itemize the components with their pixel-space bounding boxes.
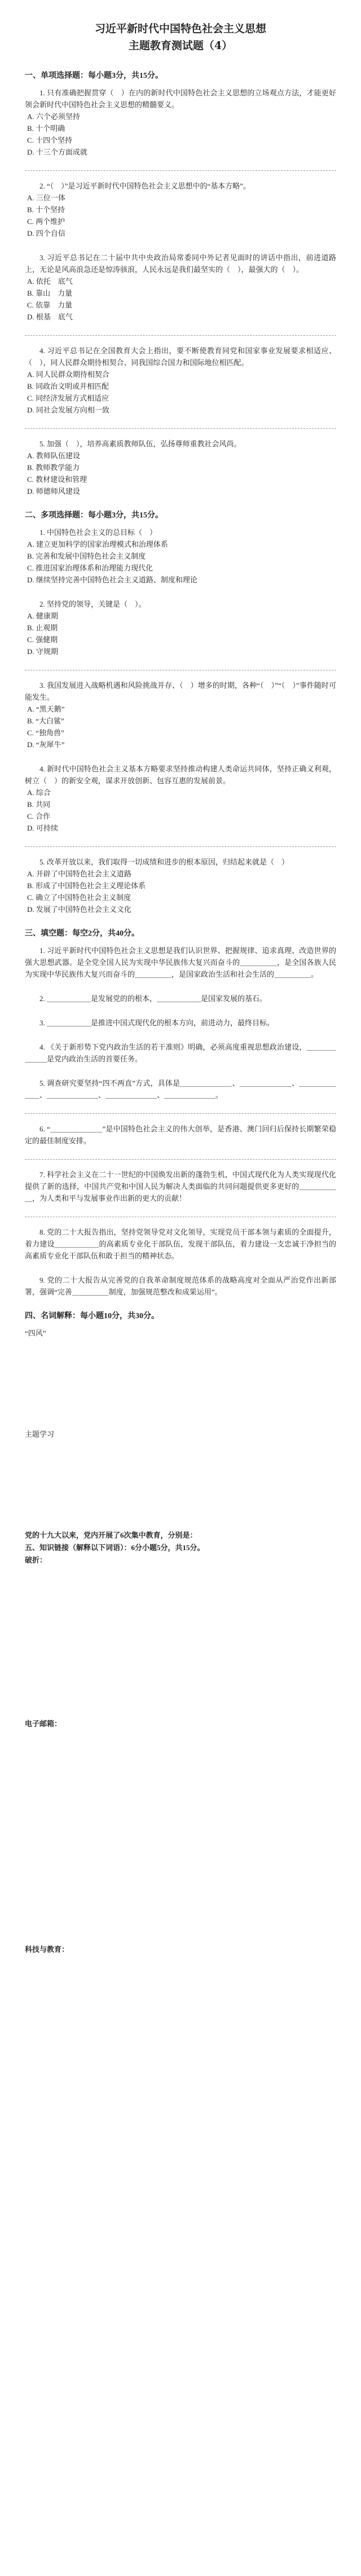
section-5-heading: 五、知识链接（解释以下词语）：6分小题5分，共15分。 [25, 1543, 205, 1552]
s3-item-1 [25, 945, 336, 980]
section-1-heading: 一、单项选择题：每小题3分，共15分。 [25, 72, 163, 80]
s3-item-5 [25, 1077, 336, 1101]
section-4-heading: 四、名词解释：每小题10分，共30分。 [25, 1312, 159, 1320]
fill-item: 2. ＿＿＿＿＿＿是发展党的的根本，＿＿＿＿＿＿是国家发展的基石。 [39, 994, 267, 1003]
option-b: B. 教师教学能力 [27, 463, 80, 472]
option-d: D. 四个自信 [27, 229, 65, 238]
s2-question-2 [25, 598, 336, 657]
option-c: C. “独角兽” [27, 729, 64, 737]
divider [25, 846, 336, 847]
option-a: A. “黑天鹅” [27, 705, 65, 713]
option-d: D. 发展了中国特色社会主义文化 [27, 905, 131, 914]
option-b: B. 同政治文明或并相匹配 [27, 382, 109, 390]
option-b: B. “大白鲨” [27, 717, 64, 725]
option-c: C. 确立了中国特色社会主义制度 [27, 893, 131, 902]
s2-question-3 [25, 679, 336, 751]
option-d: D. 继续坚持完善中国特色社会主义道路、制度和理论 [27, 576, 197, 584]
s1-question-5 [25, 438, 336, 497]
question-stem: 2. 坚持党的领导，关键是（ ）。 [39, 600, 146, 608]
divider [25, 170, 336, 171]
fill-item: 1. 习近平新时代中国特色社会主义思想是我们认识世界、把握规律、追求真理、改造世界的强大思想武器。是全党全国人民为实现中华民族伟大复兴而奋斗的＿＿＿＿＿，是全国各族人民为实现中华民族伟大复兴而奋斗的＿＿＿＿＿，是国家政治生活和社会生活的＿＿＿＿＿。 [25, 946, 336, 978]
option-c: C. 强健期 [27, 635, 58, 644]
question-stem: 2. “（ ）”是习近平新时代中国特色社会主义思想中的“基本方略”。 [39, 182, 251, 190]
s1-question-4 [25, 345, 336, 416]
option-d: D. 守规期 [27, 647, 58, 656]
option-c: C. 同经济发展方式相适应 [27, 394, 109, 402]
section-2-heading: 二、多项选择题：每小题3分，共15分。 [25, 511, 163, 520]
s1-question-3 [25, 252, 336, 323]
term-1: “四风” [25, 1329, 46, 1337]
option-a: A. 开辟了中国特色社会主义道路 [27, 870, 131, 878]
fill-item: 7. 科学社会主义在二十一世纪的中国焕发出新的蓬勃生机，中国式现代化为人类实现现代化提供了新的选择，中国共产党和中国人民为解决人类面临的共同问题提供更多更好的＿＿＿＿＿＿，为人类和平与发展事业作出新的更大的贡献！ [25, 1170, 336, 1203]
option-c: C. 合作 [27, 812, 51, 820]
s2-question-4 [25, 763, 336, 834]
option-b: B. 共同 [27, 800, 51, 809]
fill-item: 9. 党的二十大报告从完善党的自我革命制度规范体系的战略高度对全面从严治党作出新部署，强调“完善＿＿＿＿＿制度，加强规范整改和成果运用”。 [25, 1276, 336, 1296]
option-b: B. 靠山 力量 [27, 289, 73, 297]
option-a: A. 六个必须坚持 [27, 112, 80, 121]
option-b: B. 完善和发展中国特色社会主义制度 [27, 552, 146, 560]
answer-label: 破折： [25, 1556, 47, 1564]
s3-item-6 [25, 1123, 336, 1147]
option-d: D. 十三个方面成就 [27, 148, 87, 156]
section-3-heading: 三、填空题：每空2分，共40分。 [25, 929, 139, 938]
option-a: A. 依托 底气 [27, 277, 73, 286]
page-title [25, 20, 336, 54]
fill-item: 5. 调查研究要坚持“四不两直”方式，具体是＿＿＿＿＿＿＿、＿＿＿＿＿＿＿、＿＿＿＿＿＿＿、＿＿＿＿＿＿＿、＿＿＿＿＿＿＿、＿＿＿＿＿＿＿。 [25, 1079, 336, 1099]
option-c: C. 推进国家治理体系和治理能力现代化 [27, 564, 153, 572]
question-stem: 4. 新时代中国特色社会主义基本方略要求坚持推动构建人类命运共同体，坚持正确义利观，树立（ ）的新安全观，谋求开放创新、包容互惠的发展前景。 [25, 765, 336, 785]
divider [25, 335, 336, 336]
fill-item: 8. 党的二十大报告指出，坚持党领导党对文化领导，实现党员干部本领与素质的全面提升，着力建设＿＿＿＿＿＿的高素质专业化干部队伍，发现干部队伍，着力建设一支忠诚干净担当的高素质专业化干部队伍和敢于担当的精神状态。 [25, 1228, 336, 1260]
footer-label-2: 科技与教育： [25, 1945, 69, 1954]
s3-item-8 [25, 1226, 336, 1262]
option-d: D. “灰犀牛” [27, 740, 65, 749]
question-stem: 3. 我国发展进入战略机遇和风险挑战并存、（ ）增多的时期，各种“（ ）”“（ ）”事件随时可能发生。 [25, 681, 336, 701]
s2-question-5 [25, 856, 336, 915]
option-b: B. 止观期 [27, 624, 58, 632]
s3-item-2 [25, 993, 336, 1004]
divider [25, 1159, 336, 1160]
option-a: A. 综合 [27, 788, 51, 797]
fill-item: 3. ＿＿＿＿＿＿是推进中国式现代化的根本方向，前进动力，最终目标。 [39, 1019, 275, 1027]
s1-question-1 [25, 87, 336, 158]
question-stem: 5. 改革开放以来，我们取得一切成绩和进步的根本原因，归结起来就是（ ） [39, 858, 289, 866]
option-b: B. 十个坚持 [27, 205, 65, 214]
title-line-2: 主题教育测试题（4） [128, 40, 233, 52]
s3-item-3 [25, 1017, 336, 1029]
s1-question-2 [25, 180, 336, 239]
option-d: D. 同社会发展方向相一致 [27, 406, 109, 414]
option-c: C. 依靠 力量 [27, 301, 73, 309]
fill-item: 6. “＿＿＿＿＿＿＿”是中国特色社会主义的伟大创举，是香港、澳门回归后保持长期繁荣稳定的最佳制度安排。 [25, 1125, 336, 1145]
option-b: B. 形成了中国特色社会主义理论体系 [27, 881, 146, 890]
option-a: A. 建立更加科学的国家治理模式和治理体系 [27, 540, 168, 548]
option-d: D. 根基 底气 [27, 313, 73, 321]
question-stem: 3. 习近平总书记在二十届中共中央政治局常委同中外记者见面时的讲话中指出，前进道路上，无论是风高浪急还是惊涛骇浪，人民永远是我们最坚实的（ ），最强大的（ ）。 [25, 253, 336, 274]
option-c: C. 两个维护 [27, 217, 65, 226]
option-a: A. 健康期 [27, 612, 58, 620]
term-2: 主题学习 [25, 1430, 55, 1438]
fill-item: 4. 《关于新形势下党内政治生活的若干准则》明确，必须高度重视思想政治建设，＿＿＿＿＿＿＿是党内政治生活的首要任务。 [25, 1043, 336, 1063]
option-a: A. 教师队伍建设 [27, 451, 80, 460]
option-a: A. 三位一体 [27, 194, 65, 202]
option-d: D. 可持续 [27, 824, 58, 832]
s3-item-7 [25, 1169, 336, 1204]
divider [25, 428, 336, 429]
option-b: B. 十个明确 [27, 124, 65, 133]
footer-label-1: 电子邮箱： [25, 1719, 62, 1728]
question-stem: 4. 习近平总书记在全国教育大会上指出，要不断使教育同党和国家事业发展要求相适应、（ ），同人民群众期待相契合、同我国综合国力和国际地位相匹配。 [25, 346, 336, 367]
title-line-1: 习近平新时代中国特色社会主义思想 [94, 23, 266, 35]
s3-item-9 [25, 1274, 336, 1298]
option-c: C. 十四个坚持 [27, 136, 73, 144]
option-d: D. 师德师风建设 [27, 487, 80, 495]
question-stem: 5. 加强（ ），培养高素质教师队伍，弘扬尊师重教社会风尚。 [39, 440, 241, 448]
s3-item-4 [25, 1041, 336, 1065]
option-c: C. 教材建设和管理 [27, 475, 87, 484]
education-line: 党的十九大以来，党内开展了6次集中教育，分别是： [25, 1531, 197, 1539]
option-a: A. 同人民群众期待相契合 [27, 370, 109, 379]
divider [25, 1113, 336, 1114]
question-stem: 1. 中国特色社会主义的总目标（ ） [39, 528, 157, 537]
s2-question-1 [25, 526, 336, 586]
question-stem: 1. 只有准确把握贯穿（ ）在内的新时代中国特色社会主义思想的立场观点方法，才能更好领会新时代中国特色社会主义思想的精髓要义。 [25, 89, 336, 109]
